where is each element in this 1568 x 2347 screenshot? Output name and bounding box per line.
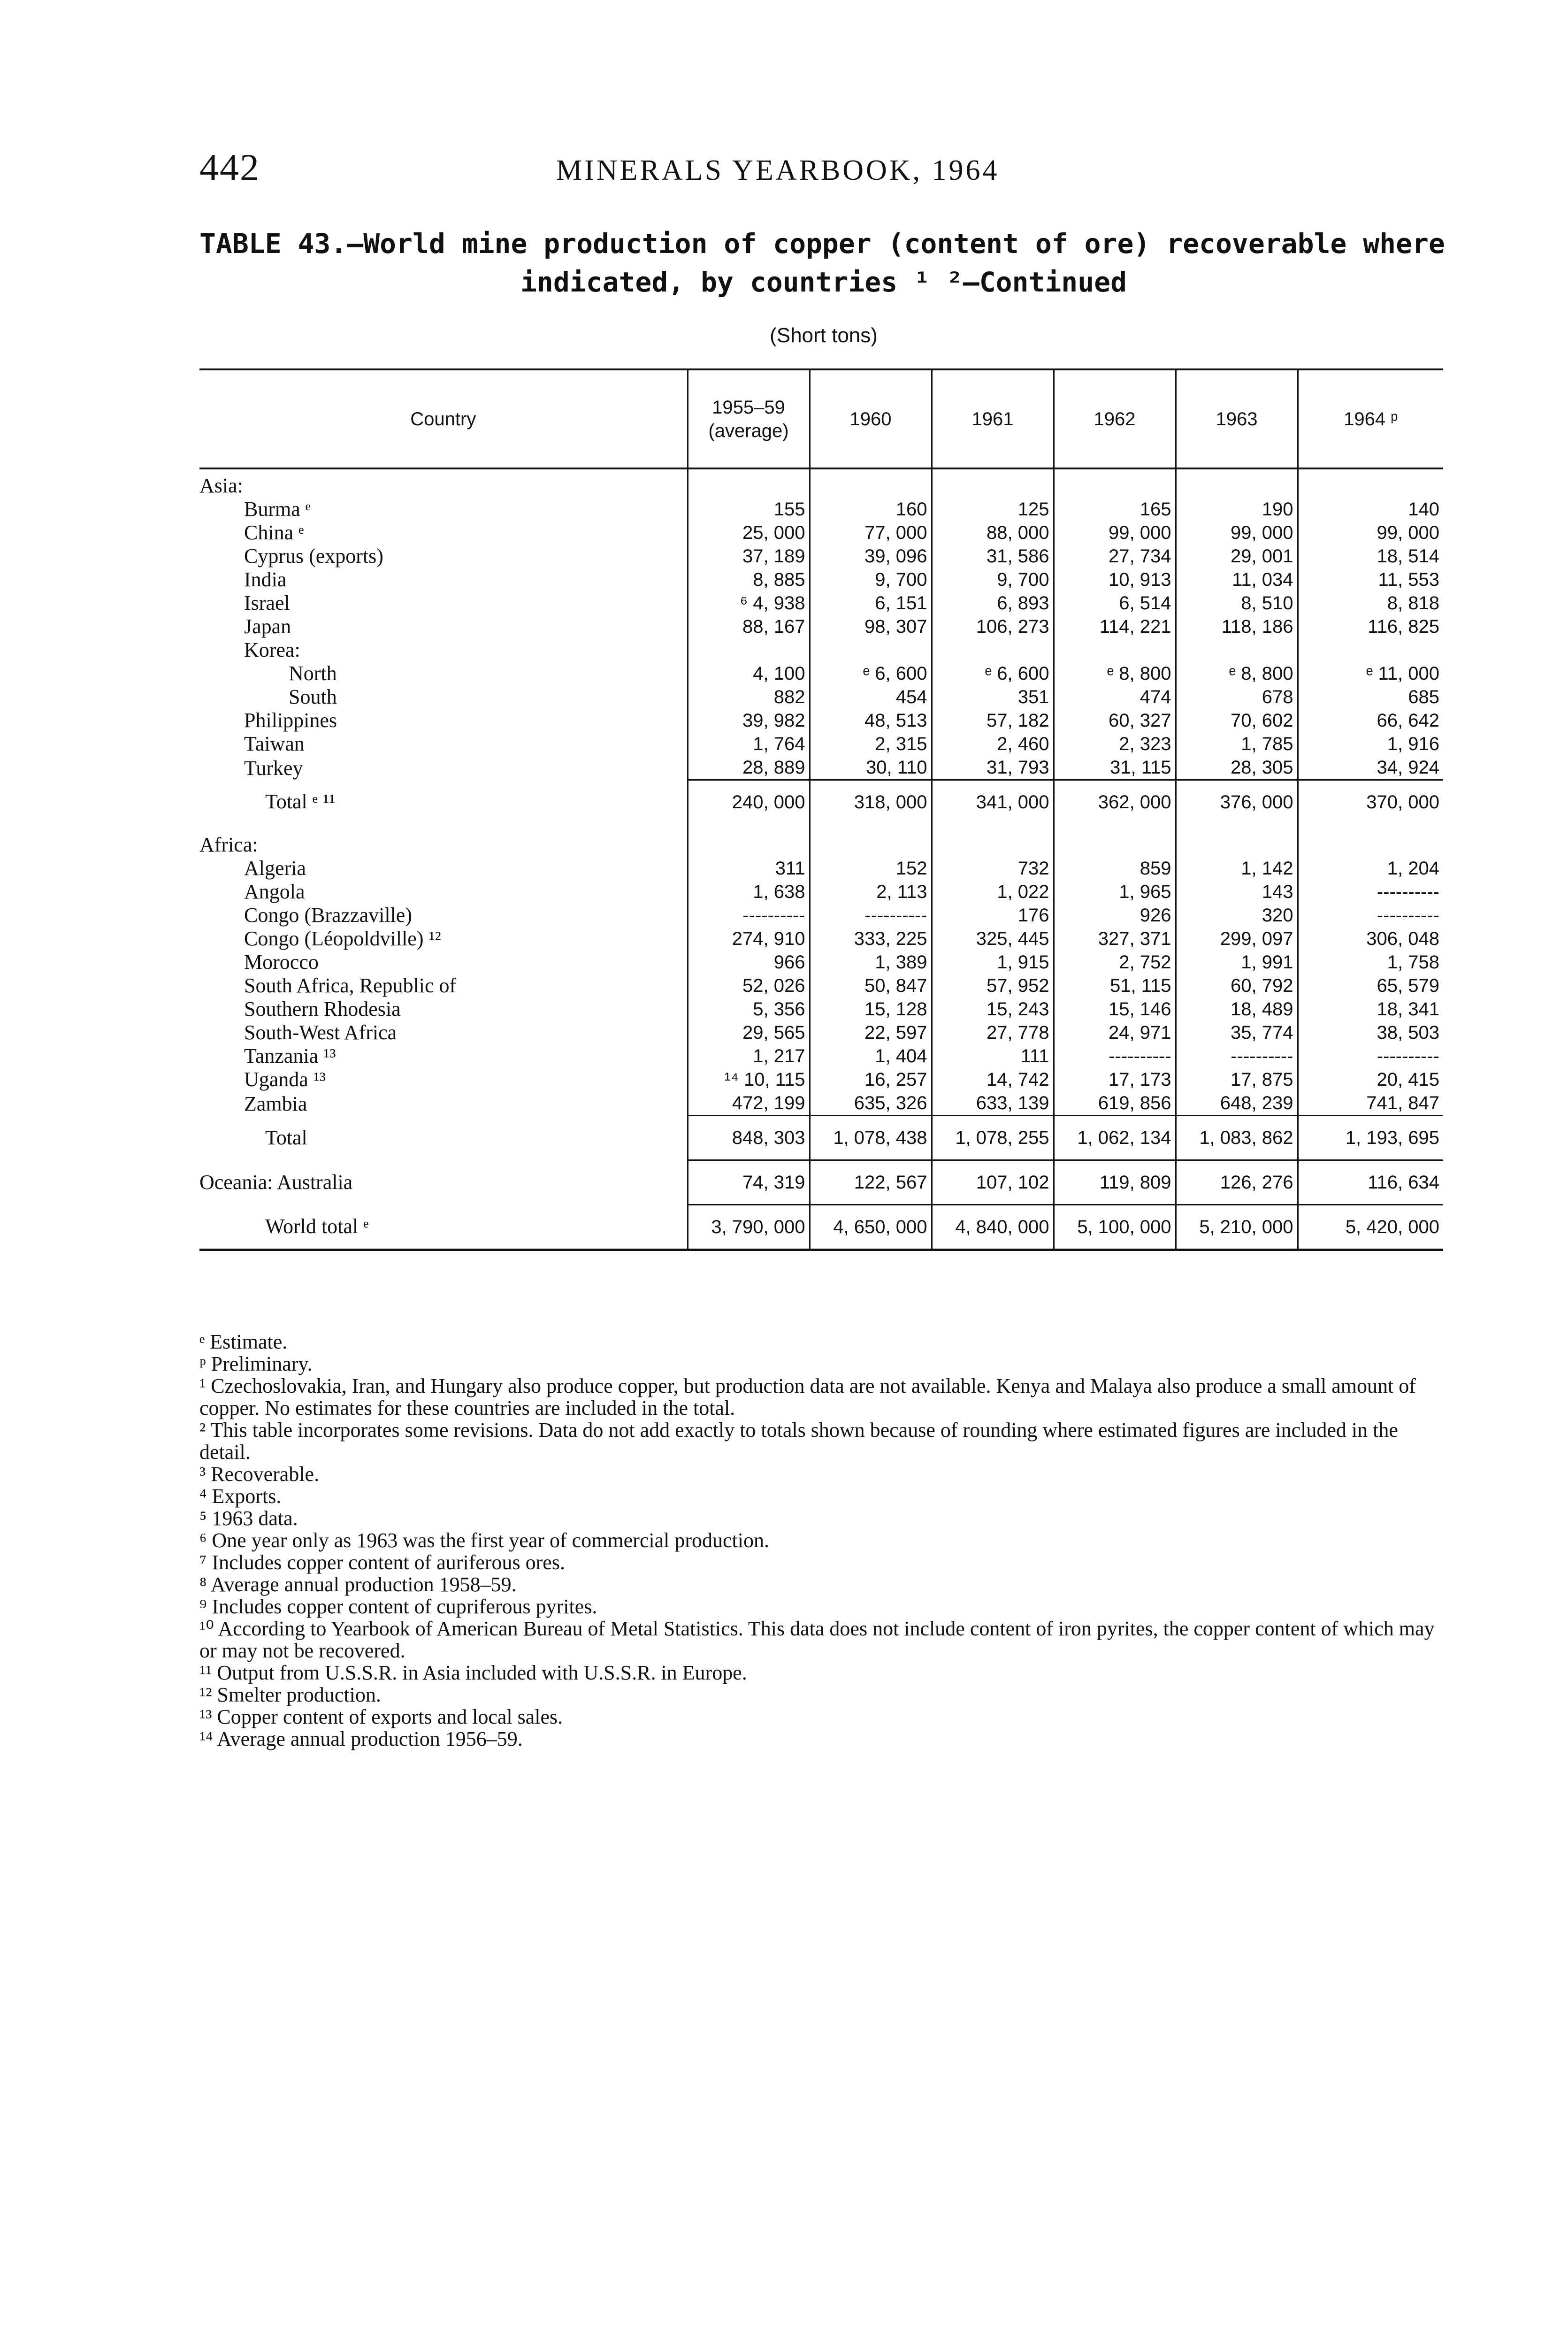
cell-value: 99, 000 [1054,521,1176,545]
cell-value: 1, 217 [688,1044,810,1068]
cell-value: 107, 102 [932,1160,1054,1205]
table-units: (Short tons) [770,324,878,347]
cell-value: 116, 825 [1298,615,1443,638]
cell-value: 8, 885 [688,568,810,591]
cell-value: 30, 110 [810,756,932,780]
cell-value: 472, 199 [688,1091,810,1116]
cell-value: ---------- [688,904,810,927]
copper-production-table [199,368,1443,1251]
cell-value [1176,824,1298,857]
cell-value: 77, 000 [810,521,932,545]
row-label: Total ᵉ ¹¹ [265,790,336,813]
cell-value: 50, 847 [810,974,932,997]
cell-value: 1, 193, 695 [1298,1116,1443,1160]
cell-value: 311 [688,857,810,880]
table-row [199,927,1443,951]
cell-value: 5, 100, 000 [1054,1205,1176,1250]
cell-value [1054,638,1176,662]
cell-value: 143 [1176,880,1298,904]
table-row [199,521,1443,545]
table-title-line-2: indicated, by countries ¹ ²—Continued [520,266,1127,298]
footnote: ⁸ Average annual production 1958–59. [199,1573,517,1596]
cell-value: 882 [688,685,810,709]
cell-value: 1, 764 [688,732,810,756]
table-row [199,1160,1443,1205]
cell-value: 5, 356 [688,997,810,1021]
cell-value: 152 [810,857,932,880]
cell-value: 18, 489 [1176,997,1298,1021]
cell-value: 31, 115 [1054,756,1176,780]
cell-value: 474 [1054,685,1176,709]
column-header: 1964 ᵖ [1298,369,1443,468]
cell-value: 1, 078, 438 [810,1116,932,1160]
cell-value: 122, 567 [810,1160,932,1205]
column-header: 1961 [932,369,1054,468]
cell-value: 16, 257 [810,1068,932,1091]
row-label: China ᵉ [244,521,304,544]
row-label: Philippines [244,709,337,732]
cell-value: 51, 115 [1054,974,1176,997]
table-row [199,1068,1443,1091]
column-header: 1963 [1176,369,1298,468]
footnote: ¹⁰ According to Yearbook of American Bureau of Metal Statistics. This data does not include content of iron pyrites, the copper content of which may or may not be recovered. [199,1617,1435,1662]
cell-value: 57, 182 [932,709,1054,732]
cell-value: 28, 305 [1176,756,1298,780]
cell-value: 1, 916 [1298,732,1443,756]
cell-value: 116, 634 [1298,1160,1443,1205]
footnote: ¹¹ Output from U.S.S.R. in Asia included with U.S.S.R. in Europe. [199,1661,747,1684]
cell-value: 240, 000 [688,780,810,824]
table-row [199,638,1443,662]
cell-value: 318, 000 [810,780,932,824]
cell-value: 27, 734 [1054,545,1176,568]
cell-value: 1, 404 [810,1044,932,1068]
cell-value: 1, 022 [932,880,1054,904]
table-row [199,780,1443,824]
footnote: ⁹ Includes copper content of cupriferous pyrites. [199,1595,597,1618]
row-label: Korea: [244,638,300,661]
cell-value: 29, 001 [1176,545,1298,568]
row-label: Burma ᵉ [244,498,311,521]
cell-value [1054,824,1176,857]
table-header-row [199,369,1443,468]
footnote: ¹ Czechoslovakia, Iran, and Hungary also produce copper, but production data are not available. Kenya and Malaya also produce a small amount of copper. No estimates for these countries are included in the total. [199,1374,1416,1419]
cell-value: 126, 276 [1176,1160,1298,1205]
table-row [199,709,1443,732]
footnote: ¹⁴ Average annual production 1956–59. [199,1727,523,1750]
row-label: Turkey [244,756,303,780]
cell-value: 678 [1176,685,1298,709]
table-row [199,951,1443,974]
footnotes [199,1331,1448,1750]
cell-value: ᵉ 8, 800 [1054,662,1176,685]
cell-value: 66, 642 [1298,709,1443,732]
cell-value: 1, 965 [1054,880,1176,904]
cell-value: 118, 186 [1176,615,1298,638]
cell-value: 1, 083, 862 [1176,1116,1298,1160]
cell-value: 48, 513 [810,709,932,732]
cell-value: 15, 146 [1054,997,1176,1021]
cell-value: ---------- [1176,1044,1298,1068]
cell-value: 60, 792 [1176,974,1298,997]
cell-value: 6, 514 [1054,591,1176,615]
cell-value [810,824,932,857]
table-row [199,545,1443,568]
row-label: Tanzania ¹³ [244,1044,336,1067]
cell-value: ᵉ 6, 600 [810,662,932,685]
cell-value: 11, 034 [1176,568,1298,591]
cell-value: 741, 847 [1298,1091,1443,1116]
cell-value: 966 [688,951,810,974]
cell-value: 34, 924 [1298,756,1443,780]
cell-value: 176 [932,904,1054,927]
cell-value: 306, 048 [1298,927,1443,951]
cell-value: 38, 503 [1298,1021,1443,1044]
table-title-line-1: TABLE 43.—World mine production of copper (content of ore) recoverable where [199,228,1445,260]
cell-value: ⁶ 4, 938 [688,591,810,615]
cell-value: ---------- [1054,1044,1176,1068]
cell-value: 6, 151 [810,591,932,615]
cell-value: ---------- [1298,1044,1443,1068]
cell-value: 98, 307 [810,615,932,638]
cell-value: 370, 000 [1298,780,1443,824]
cell-value: 1, 638 [688,880,810,904]
cell-value: 5, 420, 000 [1298,1205,1443,1250]
footnote: ⁶ One year only as 1963 was the first year of commercial production. [199,1529,769,1552]
cell-value: 25, 000 [688,521,810,545]
cell-value: 140 [1298,498,1443,521]
cell-value: 2, 460 [932,732,1054,756]
cell-value: 31, 793 [932,756,1054,780]
cell-value: 27, 778 [932,1021,1054,1044]
cell-value: 1, 142 [1176,857,1298,880]
cell-value [688,824,810,857]
table-row [199,732,1443,756]
footnote: ⁵ 1963 data. [199,1507,298,1530]
cell-value: 926 [1054,904,1176,927]
cell-value: 8, 818 [1298,591,1443,615]
cell-value: 35, 774 [1176,1021,1298,1044]
column-header: 1962 [1054,369,1176,468]
cell-value: 333, 225 [810,927,932,951]
cell-value [1054,468,1176,498]
cell-value: 1, 758 [1298,951,1443,974]
cell-value: 454 [810,685,932,709]
row-label: South [289,685,337,708]
cell-value: 65, 579 [1298,974,1443,997]
table-row [199,1205,1443,1250]
cell-value: 3, 790, 000 [688,1205,810,1250]
table-row [199,468,1443,498]
cell-value [932,824,1054,857]
column-header: 1955–59 (average) [688,369,810,468]
cell-value: 351 [932,685,1054,709]
table-row [199,824,1443,857]
cell-value: 160 [810,498,932,521]
table-row [199,498,1443,521]
row-label: Israel [244,591,290,614]
cell-value: 14, 742 [932,1068,1054,1091]
column-header: 1960 [810,369,932,468]
cell-value: 732 [932,857,1054,880]
cell-value: 859 [1054,857,1176,880]
table-row [199,1116,1443,1160]
table-row [199,591,1443,615]
cell-value: 39, 982 [688,709,810,732]
table-row [199,880,1443,904]
cell-value: 2, 113 [810,880,932,904]
cell-value: 119, 809 [1054,1160,1176,1205]
row-label: Algeria [244,857,306,880]
cell-value [1298,468,1443,498]
cell-value [810,638,932,662]
cell-value [1176,638,1298,662]
cell-value: 165 [1054,498,1176,521]
cell-value: ---------- [1298,904,1443,927]
cell-value: 4, 650, 000 [810,1205,932,1250]
cell-value: 1, 078, 255 [932,1116,1054,1160]
cell-value [932,468,1054,498]
cell-value: 1, 204 [1298,857,1443,880]
cell-value: ᵉ 11, 000 [1298,662,1443,685]
cell-value: 111 [932,1044,1054,1068]
cell-value: 88, 167 [688,615,810,638]
cell-value: ¹⁴ 10, 115 [688,1068,810,1091]
cell-value [810,468,932,498]
table-row [199,997,1443,1021]
cell-value: 362, 000 [1054,780,1176,824]
cell-value: ---------- [1298,880,1443,904]
footnote: ⁴ Exports. [199,1485,282,1508]
cell-value: 29, 565 [688,1021,810,1044]
cell-value: 28, 889 [688,756,810,780]
cell-value: 39, 096 [810,545,932,568]
cell-value: 1, 991 [1176,951,1298,974]
cell-value: 341, 000 [932,780,1054,824]
row-label: Congo (Léopoldville) ¹² [244,927,441,950]
footnote: ¹³ Copper content of exports and local sales. [199,1705,563,1728]
row-label: South-West Africa [244,1021,397,1044]
table-row [199,662,1443,685]
cell-value: 15, 243 [932,997,1054,1021]
cell-value: 619, 856 [1054,1091,1176,1116]
cell-value: 2, 315 [810,732,932,756]
cell-value: 70, 602 [1176,709,1298,732]
cell-value: 57, 952 [932,974,1054,997]
cell-value: 848, 303 [688,1116,810,1160]
footnote: ᵖ Preliminary. [199,1352,313,1375]
cell-value: 8, 510 [1176,591,1298,615]
cell-value: 1, 785 [1176,732,1298,756]
footnote: ³ Recoverable. [199,1463,320,1486]
row-label: Angola [244,880,305,903]
cell-value: 11, 553 [1298,568,1443,591]
cell-value: 633, 139 [932,1091,1054,1116]
row-label: Cyprus (exports) [244,545,383,568]
cell-value: 10, 913 [1054,568,1176,591]
cell-value: 2, 752 [1054,951,1176,974]
running-title: MINERALS YEARBOOK, 1964 [556,154,1000,186]
cell-value [688,638,810,662]
table-row [199,615,1443,638]
cell-value [1176,468,1298,498]
cell-value: ---------- [810,904,932,927]
row-label: Zambia [244,1092,307,1115]
table-row [199,756,1443,780]
cell-value: 114, 221 [1054,615,1176,638]
table-row [199,904,1443,927]
table-row [199,1021,1443,1044]
cell-value: 685 [1298,685,1443,709]
row-label: World total ᵉ [199,1205,688,1250]
table-row [199,568,1443,591]
cell-value: 4, 100 [688,662,810,685]
cell-value: 1, 062, 134 [1054,1116,1176,1160]
row-label: India [244,568,287,591]
cell-value: 4, 840, 000 [932,1205,1054,1250]
cell-value: 274, 910 [688,927,810,951]
cell-value: 31, 586 [932,545,1054,568]
cell-value: 106, 273 [932,615,1054,638]
table-title [199,224,1448,301]
table-row [199,685,1443,709]
cell-value [1298,638,1443,662]
cell-value: 6, 893 [932,591,1054,615]
row-label: Morocco [244,951,319,974]
cell-value: 1, 389 [810,951,932,974]
cell-value: 190 [1176,498,1298,521]
column-header: Country [199,369,688,468]
cell-value: 325, 445 [932,927,1054,951]
row-label: South Africa, Republic of [244,974,457,997]
cell-value: 2, 323 [1054,732,1176,756]
row-label: Japan [244,615,291,638]
cell-value: 5, 210, 000 [1176,1205,1298,1250]
row-label: Asia: [199,474,243,497]
cell-value: ᵉ 8, 800 [1176,662,1298,685]
page-number: 442 [199,146,260,189]
footnote: ¹² Smelter production. [199,1683,381,1706]
cell-value [1298,824,1443,857]
cell-value: 9, 700 [932,568,1054,591]
cell-value: 299, 097 [1176,927,1298,951]
cell-value: 155 [688,498,810,521]
cell-value: 327, 371 [1054,927,1176,951]
row-label: Southern Rhodesia [244,997,401,1020]
cell-value: 1, 915 [932,951,1054,974]
cell-value: 52, 026 [688,974,810,997]
cell-value: 125 [932,498,1054,521]
footnote: ² This table incorporates some revisions. Data do not add exactly to totals shown because of rounding where estimated figures are included in the detail. [199,1419,1398,1464]
row-label: Uganda ¹³ [244,1068,326,1091]
cell-value: 37, 189 [688,545,810,568]
cell-value: ᵉ 6, 600 [932,662,1054,685]
cell-value: 24, 971 [1054,1021,1176,1044]
table-body [199,468,1443,1250]
footnote: ⁷ Includes copper content of auriferous ores. [199,1551,565,1574]
table-row [199,974,1443,997]
cell-value: 320 [1176,904,1298,927]
cell-value: 18, 514 [1298,545,1443,568]
cell-value: 635, 326 [810,1091,932,1116]
row-label: Oceania: Australia [199,1171,353,1194]
footnote: ᵉ Estimate. [199,1330,288,1353]
row-label: Congo (Brazzaville) [244,904,412,927]
cell-value: 15, 128 [810,997,932,1021]
cell-value: 9, 700 [810,568,932,591]
table-row [199,1044,1443,1068]
page-header [199,146,1434,197]
table-row [199,857,1443,880]
table-row [199,1091,1443,1116]
row-label: Taiwan [244,732,305,755]
cell-value [688,468,810,498]
cell-value: 376, 000 [1176,780,1298,824]
cell-value [932,638,1054,662]
cell-value: 17, 875 [1176,1068,1298,1091]
cell-value: 99, 000 [1298,521,1443,545]
row-label: North [289,662,337,685]
cell-value: 99, 000 [1176,521,1298,545]
cell-value: 22, 597 [810,1021,932,1044]
row-label: Africa: [199,833,258,856]
cell-value: 60, 327 [1054,709,1176,732]
cell-value: 88, 000 [932,521,1054,545]
cell-value: 648, 239 [1176,1091,1298,1116]
cell-value: 18, 341 [1298,997,1443,1021]
row-label: Total [265,1126,307,1149]
cell-value: 20, 415 [1298,1068,1443,1091]
cell-value: 74, 319 [688,1160,810,1205]
cell-value: 17, 173 [1054,1068,1176,1091]
